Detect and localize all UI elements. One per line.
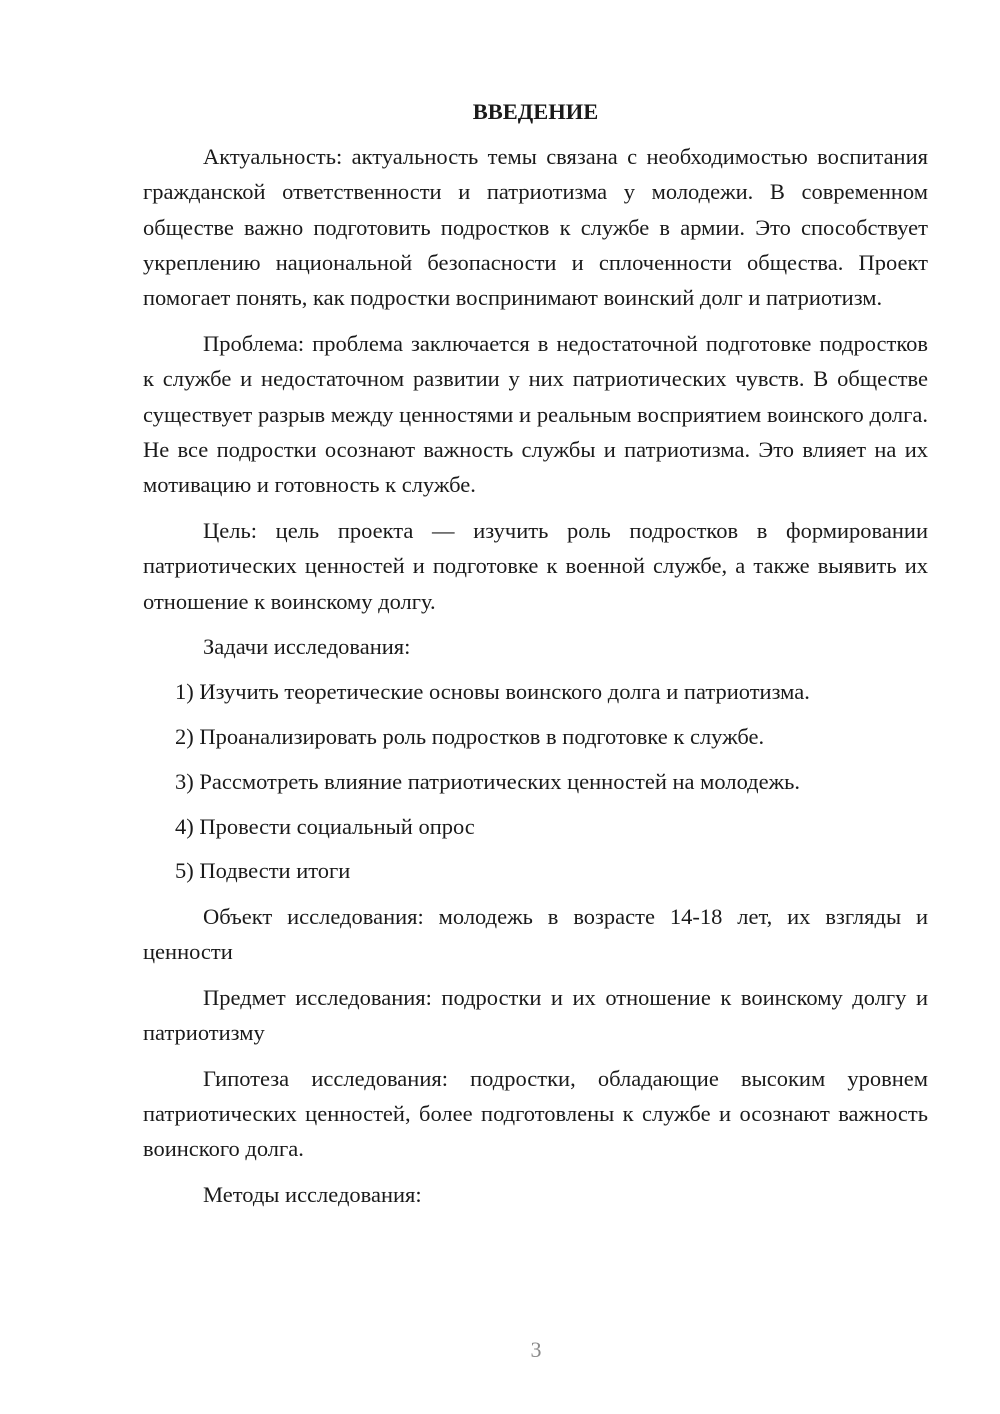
- paragraph-object: Объект исследования: молодежь в возрасте 14-18 лет, их взгляды и ценности: [143, 903, 928, 964]
- task-item-5: 5) Подвести итоги: [175, 858, 351, 884]
- paragraph-relevance: Актуальность: актуальность темы связана с необходимостью воспитания гражданской ответственности и патриотизма у молодежи. В современном обществе важно подготовить подростков к службе в армии. Это способствует укреплению национальной безопасности и сплоченности общества. Проект помогает понять, как подростки воспринимают воинский долг и патриотизм.: [143, 144, 928, 311]
- paragraph-goal: Цель: цель проекта — изучить роль подростков в формировании патриотических ценностей и подготовке к военной службе, а также выявить их отношение к воинскому долгу.: [143, 517, 928, 614]
- paragraph-subject: Предмет исследования: подростки и их отношение к воинскому долгу и патриотизму: [143, 984, 928, 1046]
- methods-heading: Методы исследования:: [203, 1182, 422, 1208]
- page-number: 3: [530, 1337, 542, 1362]
- tasks-heading: Задачи исследования:: [203, 634, 411, 660]
- paragraph-problem: Проблема: проблема заключается в недостаточной подготовке подростков к службе и недостаточном развитии у них патриотических чувств. В обществе существует разрыв между ценностями и реальным восприятием воинского долга. Не все подростки осознают важность службы и патриотизма. Это влияет на их мотивацию и готовность к службе.: [143, 330, 928, 498]
- tasks-list: [143, 674, 928, 888]
- task-item-2: 2) Проанализировать роль подростков в подготовке к службе.: [175, 723, 765, 749]
- section-title: ВВЕДЕНИЕ: [472, 99, 599, 124]
- task-item-4: 4) Провести социальный опрос: [175, 813, 475, 839]
- page-content: [143, 94, 928, 1223]
- task-item-1: 1) Изучить теоретические основы воинского долга и патриотизма.: [175, 679, 810, 705]
- paragraph-hypothesis: Гипотеза исследования: подростки, обладающие высоким уровнем патриотических ценностей, более подготовлены к службе и осознают важность воинского долга.: [143, 1065, 928, 1162]
- task-item-3: 3) Рассмотреть влияние патриотических ценностей на молодежь.: [175, 768, 801, 794]
